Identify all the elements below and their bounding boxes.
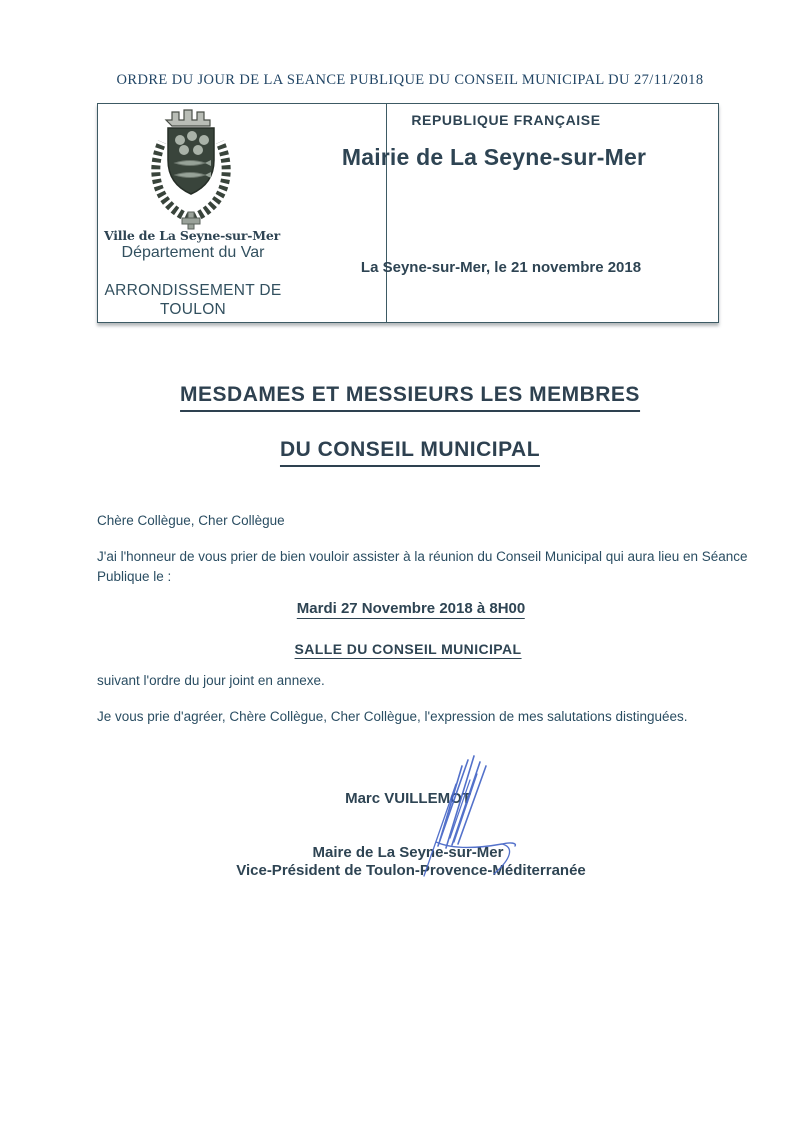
addressee-heading-line2: DU CONSEIL MUNICIPAL [280, 438, 540, 467]
document-header-title: ORDRE DU JOUR DE LA SEANCE PUBLIQUE DU CONSEIL MUNICIPAL DU 27/11/2018 [116, 72, 704, 88]
department-label: Département du Var [121, 244, 265, 261]
city-name-label: Ville de La Seyne-sur-Mer [103, 228, 281, 243]
salutation: Chère Collègue, Cher Collègue [97, 513, 285, 528]
signer-name: Marc VUILLEMOT [345, 790, 471, 807]
mairie-title: Mairie de La Seyne-sur-Mer [341, 144, 647, 170]
letterhead-divider [386, 104, 387, 322]
signer-title-vice-president: Vice-Président de Toulon-Provence-Méditerranée [236, 862, 586, 879]
addressee-heading-line1: MESDAMES ET MESSIEURS LES MEMBRES [180, 383, 640, 412]
arrondissement-label: ARRONDISSEMENT DE TOULON [104, 282, 282, 318]
signer-title-mayor: Maire de La Seyne-sur-Mer [312, 844, 504, 861]
invitation-paragraph: J'ai l'honneur de vous prier de bien vouloir assister à la réunion du Conseil Municipal qui aura lieu en Séance Publique le : [97, 549, 748, 584]
meeting-location: SALLE DU CONSEIL MUNICIPAL [294, 641, 522, 657]
agenda-note: suivant l'ordre du jour joint en annexe. [97, 673, 325, 688]
republic-label: REPUBLIQUE FRANÇAISE [411, 112, 601, 128]
meeting-datetime: Mardi 27 Novembre 2018 à 8H00 [296, 600, 526, 617]
closing-paragraph: Je vous prie d'agréer, Chère Collègue, Cher Collègue, l'expression de mes salutations distinguées. [97, 709, 688, 724]
city-coat-of-arms-icon [142, 106, 240, 230]
date-line: La Seyne-sur-Mer, le 21 novembre 2018 [360, 259, 642, 276]
